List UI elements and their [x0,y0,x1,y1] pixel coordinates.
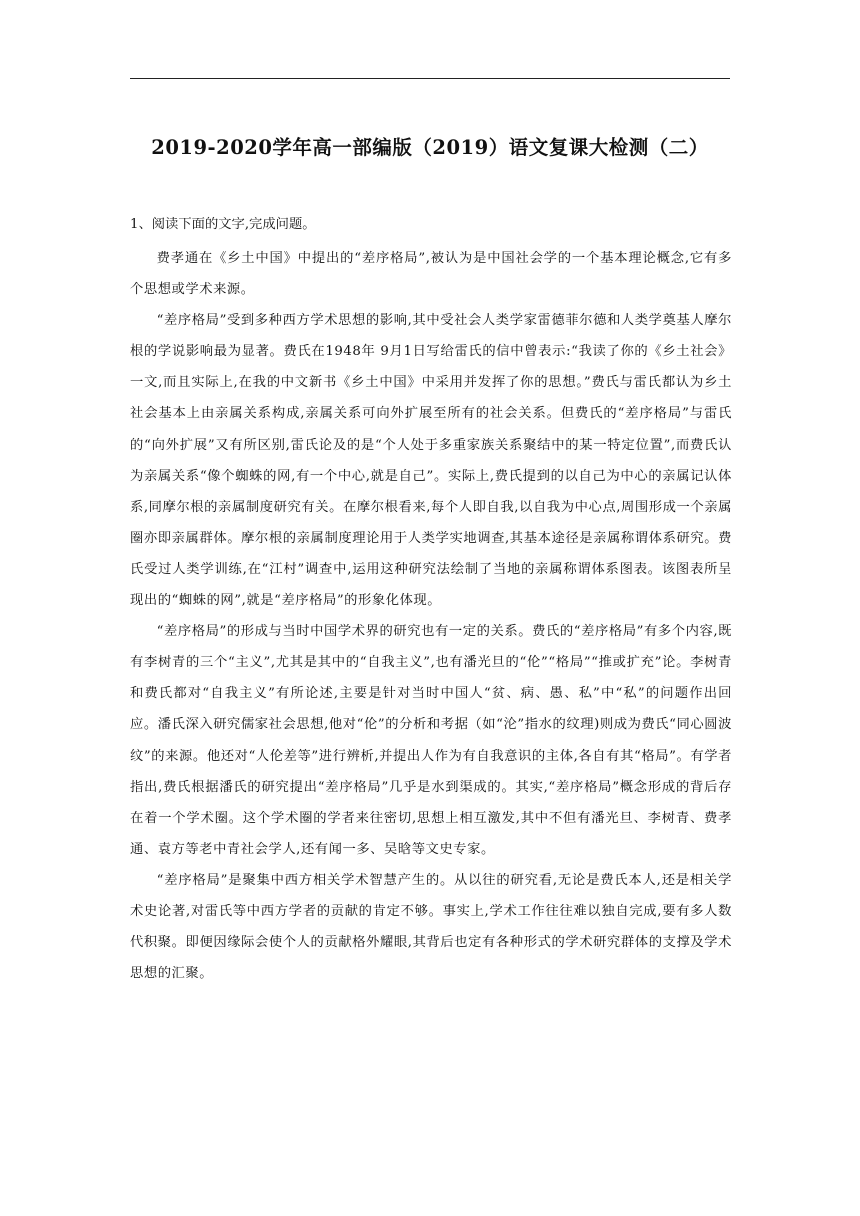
paragraph-4: “差序格局”是聚集中西方相关学术智慧产生的。从以往的研究看,无论是费氏本人,还是相关学术史论著,对雷氏等中西方学者的贡献的肯定不够。事实上,学术工作往往难以独自完成,要有多人数代积聚。即便因缘际会使个人的贡献格外耀眼,其背后也定有各种形式的学术研究群体的支撑及学术思想的汇聚。 [130,872,732,982]
document-title: 2019-2020学年高一部编版（2019）语文复课大检测（二） [151,136,709,159]
question-intro: 1、阅读下面的文字,完成问题。 [130,217,316,232]
paragraph-1: 费孝通在《乡土中国》中提出的“差序格局”,被认为是中国社会学的一个基本理论概念,它有多个思想或学术来源。 [130,251,732,298]
document-body [130,208,732,989]
paragraph-2: “差序格局”受到多种西方学术思想的影响,其中受社会人类学家雷德菲尔德和人类学奠基人摩尔根的学说影响最为显著。费氏在1948年 9月1日写给雷氏的信中曾表示:“我读了你的《乡土社会》一文,而且实际上,在我的中文新书《乡土中国》中采用并发挥了你的思想。”费氏与雷氏都认为乡土社会基本上由亲属关系构成,亲属关系可向外扩展至所有的社会关系。但费氏的“差序格局”与雷氏的“向外扩展”又有所区别,雷氏论及的是“个人处于多重家族关系聚结中的某一特定位置”,而费氏认为亲属关系“像个蜘蛛的网,有一个中心,就是自己”。实际上,费氏提到的以自己为中心的亲属记认体系,同摩尔根的亲属制度研究有关。在摩尔根看来,每个人即自我,以自我为中心点,周围形成一个亲属圈亦即亲属群体。摩尔根的亲属制度理论用于人类学实地调查,其基本途径是亲属称谓体系研究。费氏受过人类学训练,在“江村”调查中,运用这种研究法绘制了当地的亲属称谓体系图表。该图表所呈现出的“蜘蛛的网”,就是“差序格局”的形象化体现。 [130,313,732,609]
header-rule [130,78,730,79]
paragraph-3: “差序格局”的形成与当时中国学术界的研究也有一定的关系。费氏的“差序格局”有多个内容,既有李树青的三个“主义”,尤其是其中的“自我主义”,也有潘光旦的“伦”“格局”“推或扩充”论。李树青和费氏都对“自我主义”有所论述,主要是针对当时中国人“贫、病、愚、私”中“私”的问题作出回应。潘氏深入研究儒家社会思想,他对“伦”的分析和考据（如“沦”指水的纹理)则成为费氏“同心圆波纹”的来源。他还对“人伦差等”进行辨析,并提出人作为有自我意识的主体,各自有其“格局”。有学者指出,费氏根据潘氏的研究提出“差序格局”几乎是水到渠成的。其实,“差序格局”概念形成的背后存在着一个学术圈。这个学术圈的学者来往密切,思想上相互激发,其中不但有潘光旦、李树青、费孝通、袁方等老中青社会学人,还有闻一多、吴晗等文史专家。 [130,624,732,857]
